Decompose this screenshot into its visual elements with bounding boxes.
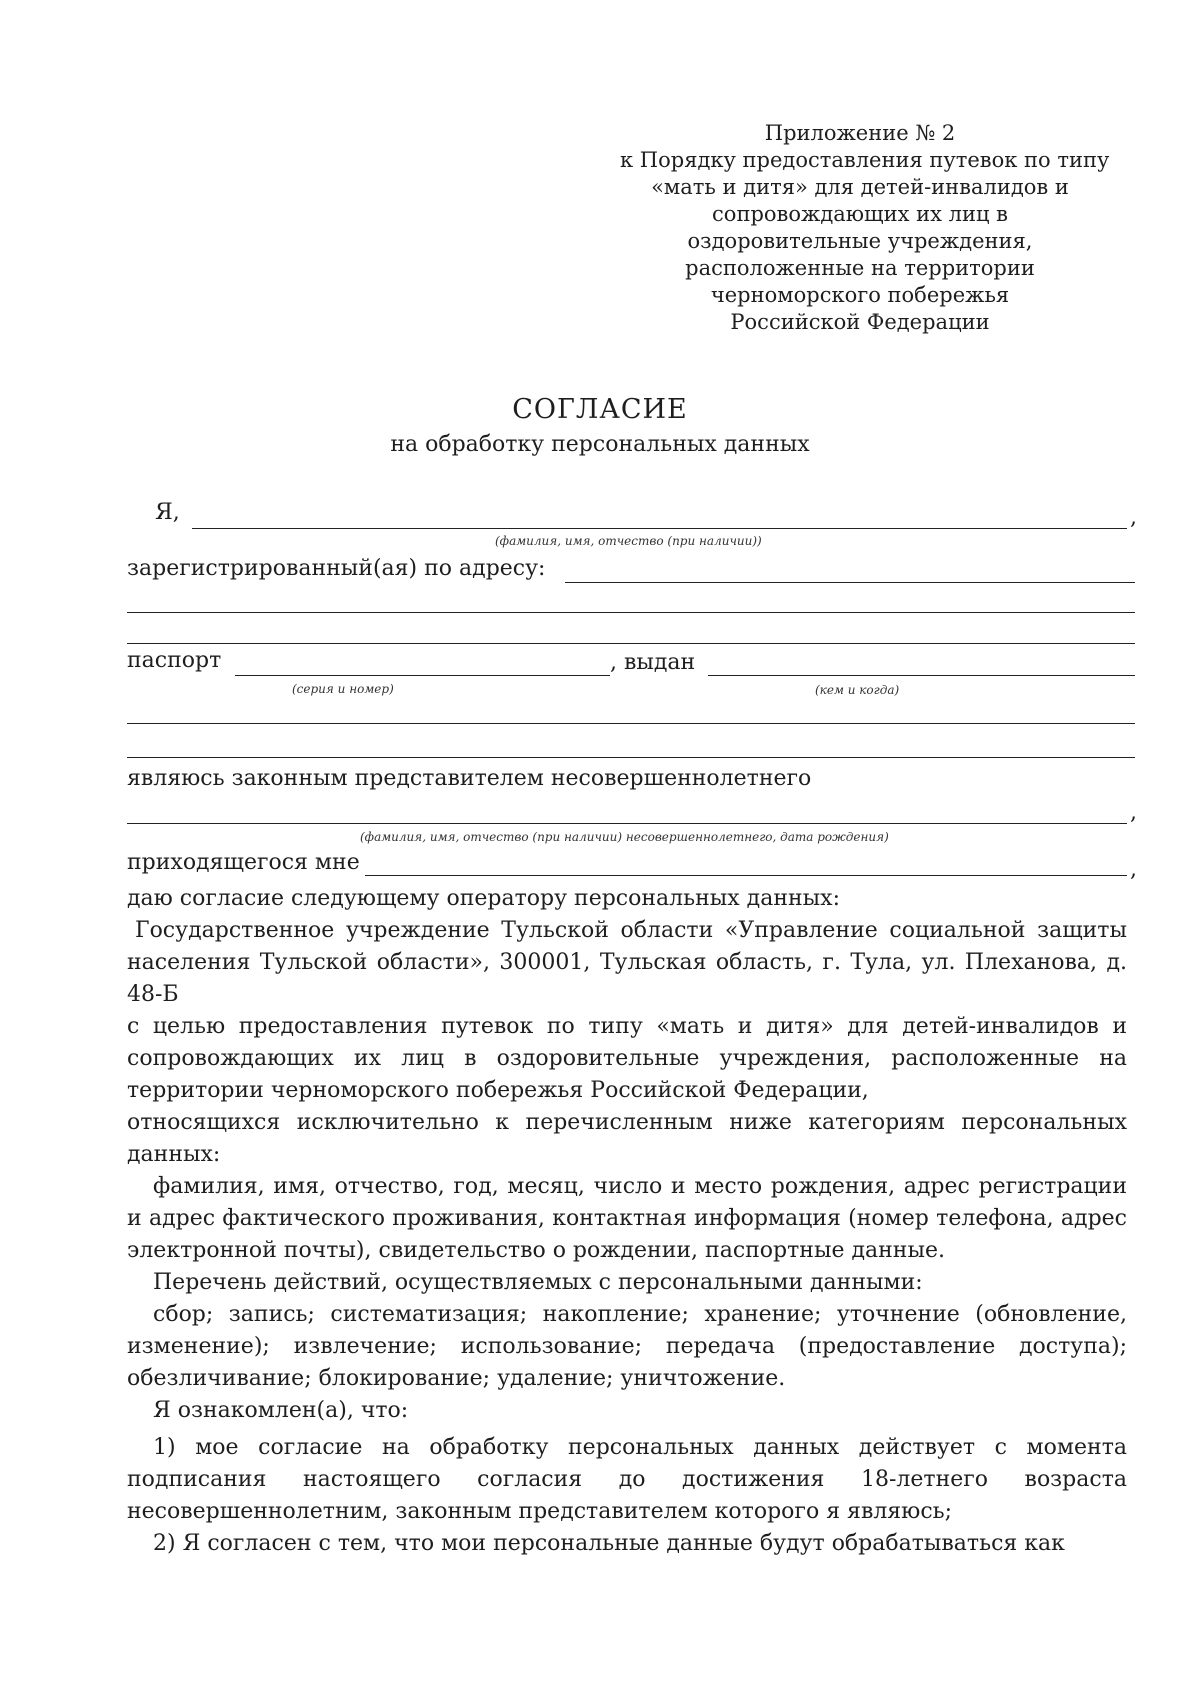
passport-label: паспорт <box>127 648 222 673</box>
document-subtitle: на обработку персональных данных <box>390 432 810 457</box>
item-2-paragraph: 2) Я согласен с тем, что мои персональные данные будут обрабатываться как <box>153 1531 1065 1556</box>
purpose-paragraph: с целью предоставления путевок по типу «мать и дитя» для детей-инвалидов и сопровождающих их лиц в оздоровительные учреждения, расположенные на территории черноморского побережья Российской Федерации, <box>127 1014 1127 1103</box>
relation-label: приходящегося мне <box>127 850 360 875</box>
annex-line: расположенные на территории <box>685 256 1035 280</box>
comma: , <box>1130 857 1137 882</box>
item-1-paragraph: 1) мое согласие на обработку персональных данных действует с момента подписания настоящего согласия до достижения 18-летнего возраста несовершеннолетним, законным представителем которого я являюсь; <box>127 1435 1127 1524</box>
passport-issued-line-3[interactable] <box>127 757 1135 758</box>
passport-issued-hint: (кем и когда) <box>815 683 900 697</box>
address-field-line-2[interactable] <box>127 612 1135 613</box>
actions-paragraph: сбор; запись; систематизация; накопление; хранение; уточнение (обновление, изменение); извлечение; использование; передача (предоставление доступа); обезличивание; блокирование; удаление; уничтожение. <box>127 1302 1127 1391</box>
passport-number-hint: (серия и номер) <box>292 682 394 696</box>
annex-line: сопровождающих их лиц в <box>712 202 1008 226</box>
consent-intro: даю согласие следующему оператору персональных данных: <box>127 886 840 911</box>
address-field[interactable] <box>565 582 1135 583</box>
full-name-field[interactable] <box>192 528 1127 529</box>
passport-issued-line-2[interactable] <box>127 723 1135 724</box>
comma: , <box>1130 505 1137 530</box>
full-name-hint: (фамилия, имя, отчество (при наличии)) <box>495 534 762 548</box>
annex-line: Приложение № 2 <box>764 121 956 145</box>
address-field-line-3[interactable] <box>127 643 1135 644</box>
address-label: зарегистрированный(ая) по адресу: <box>127 556 546 581</box>
annex-line: к Порядку предоставления путевок по типу <box>620 148 1110 172</box>
issued-label: , выдан <box>610 650 696 675</box>
actions-intro: Перечень действий, осуществляемых с персональными данными: <box>153 1270 923 1295</box>
categories-paragraph: фамилия, имя, отчество, год, месяц, число и место рождения, адрес регистрации и адрес фактического проживания, контактная информация (номер телефона, адрес электронной почты), свидетельство о рождении, паспортные данные. <box>127 1174 1127 1263</box>
annex-line: «мать и дитя» для детей-инвалидов и <box>651 175 1069 199</box>
representative-label: являюсь законным представителем несовершеннолетнего <box>127 766 812 791</box>
acknowledged-line: Я ознакомлен(а), что: <box>153 1398 409 1423</box>
annex-header <box>620 120 1110 336</box>
annex-line: Российской Федерации <box>730 310 990 334</box>
document-title: СОГЛАСИЕ <box>512 394 688 425</box>
operator-paragraph: Государственное учреждение Тульской области «Управление социальной защиты населения Тульской области», 300001, Тульская область, г. Тула, ул. Плеханова, д. 48-Б <box>127 918 1127 1007</box>
minor-name-hint: (фамилия, имя, отчество (при наличии) несовершеннолетнего, дата рождения) <box>360 830 889 844</box>
passport-issued-field[interactable] <box>708 675 1135 676</box>
comma: , <box>1130 800 1137 825</box>
categories-intro: относящихся исключительно к перечисленным ниже категориям персональных данных: <box>127 1110 1127 1167</box>
minor-name-field[interactable] <box>127 823 1127 824</box>
relation-field[interactable] <box>365 875 1127 876</box>
annex-line: оздоровительные учреждения, <box>687 229 1033 253</box>
passport-number-field[interactable] <box>235 675 610 676</box>
annex-line: черноморского побережья <box>710 283 1010 307</box>
i-label: Я, <box>155 500 180 525</box>
